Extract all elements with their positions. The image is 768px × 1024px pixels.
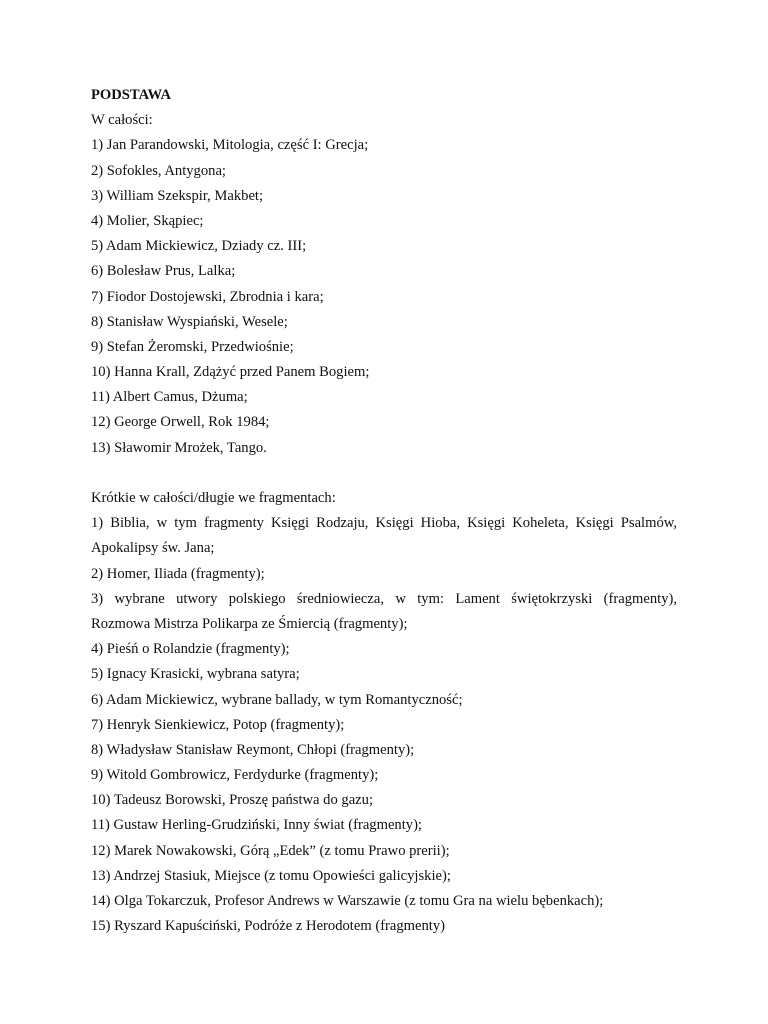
list-item: 2) Sofokles, Antygona; [91, 162, 226, 179]
list-item: 9) Stefan Żeromski, Przedwiośnie; [91, 338, 294, 355]
list-item: 9) Witold Gombrowicz, Ferdydurke (fragmenty); [91, 767, 379, 784]
document-heading: PODSTAWA [91, 87, 172, 103]
list-item: 7) Fiodor Dostojewski, Zbrodnia i kara; [91, 288, 324, 305]
list-item: 4) Molier, Skąpiec; [91, 212, 204, 229]
list-item: 14) Olga Tokarczuk, Profesor Andrews w Warszawie (z tomu Gra na wielu bębenkach); [91, 893, 604, 909]
list-item: 8) Stanisław Wyspiański, Wesele; [91, 313, 288, 330]
document-content [91, 83, 677, 939]
list-item: 6) Bolesław Prus, Lalka; [91, 263, 236, 280]
list-item: 2) Homer, Iliada (fragmenty); [91, 565, 265, 582]
list-item: 15) Ryszard Kapuściński, Podróże z Herodotem (fragmenty) [91, 918, 446, 935]
list-item: 7) Henryk Sienkiewicz, Potop (fragmenty); [91, 716, 345, 733]
list-item: 8) Władysław Stanisław Reymont, Chłopi (fragmenty); [91, 741, 415, 758]
list-item-line: Rozmowa Mistrza Polikarpa ze Śmiercią (fragmenty); [91, 615, 408, 632]
section-spacer [91, 461, 677, 486]
section2-list [91, 511, 677, 939]
list-item: 5) Ignacy Krasicki, wybrana satyra; [91, 666, 300, 683]
list-item-line: Apokalipsy św. Jana; [91, 540, 215, 557]
list-item: 12) George Orwell, Rok 1984; [91, 414, 270, 431]
list-item: 13) Andrzej Stasiuk, Miejsce (z tomu Opowieści galicyjskie); [91, 867, 451, 884]
list-item: 13) Sławomir Mrożek, Tango. [91, 439, 267, 456]
list-item: 4) Pieśń o Rolandzie (fragmenty); [91, 641, 290, 658]
list-item: 11) Gustaw Herling-Grudziński, Inny świat (fragmenty); [91, 817, 422, 834]
list-item: 10) Hanna Krall, Zdążyć przed Panem Bogiem; [91, 364, 370, 381]
section1-title: W całości: [91, 112, 153, 129]
list-item: 3) William Szekspir, Makbet; [91, 187, 264, 204]
list-item: 5) Adam Mickiewicz, Dziady cz. III; [91, 238, 307, 255]
section1-list [91, 133, 677, 460]
list-item: 11) Albert Camus, Dżuma; [91, 389, 248, 406]
list-item: 1) Jan Parandowski, Mitologia, część I: Grecja; [91, 137, 369, 154]
list-item-line: 1) Biblia, w tym fragmenty Księgi Rodzaju, Księgi Hioba, Księgi Koheleta, Księgi Psalmów, [91, 515, 677, 532]
section2-title: Krótkie w całości/długie we fragmentach: [91, 490, 336, 506]
list-item: 12) Marek Nowakowski, Górą „Edek” (z tomu Prawo prerii); [91, 842, 450, 859]
list-item-line: 3) wybrane utwory polskiego średniowiecza, w tym: Lament świętokrzyski (fragmenty), [91, 590, 677, 607]
list-item: 10) Tadeusz Borowski, Proszę państwa do gazu; [91, 792, 374, 809]
list-item: 6) Adam Mickiewicz, wybrane ballady, w tym Romantyczność; [91, 691, 463, 708]
